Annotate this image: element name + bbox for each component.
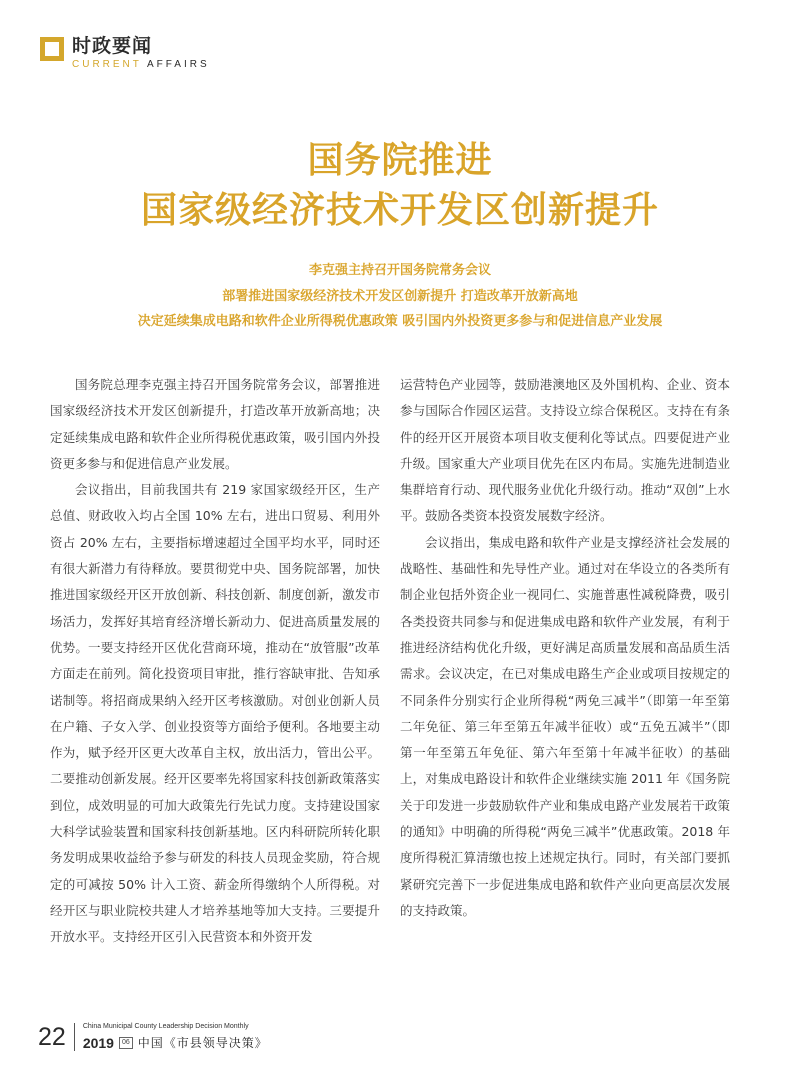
- article-paragraph: 国务院总理李克强主持召开国务院常务会议，部署推进国家级经济技术开发区创新提升，打造改革开放新高地；决定延续集成电路和软件企业所得税优惠政策，吸引国内外投资更多参与和促进信息产业发展。: [50, 377, 380, 471]
- page-footer: [38, 1022, 268, 1051]
- section-square-icon: [40, 37, 64, 61]
- subheadline-1: 李克强主持召开国务院常务会议: [308, 263, 491, 278]
- issue-badge: 06: [119, 1037, 133, 1049]
- footer-issue-line: [83, 1034, 268, 1051]
- headline-line-1: 国务院推进: [307, 140, 493, 181]
- footer-year: 2019: [82, 1034, 114, 1051]
- section-en-current: CURRENT: [72, 59, 142, 70]
- article-column-left: [50, 372, 380, 951]
- section-title: 时政要闻: [72, 35, 153, 57]
- section-labels: [72, 35, 210, 71]
- page-number: 22: [38, 1023, 75, 1051]
- magazine-name-en: China Municipal County Leadership Decision Monthly: [82, 1023, 249, 1030]
- section-header: [40, 35, 210, 71]
- subheadline-2: 部署推进国家级经济技术开发区创新提升 打造改革开放新高地: [222, 289, 578, 304]
- footer-info: [75, 1022, 268, 1051]
- subheadline-3: 决定延续集成电路和软件企业所得税优惠政策 吸引国内外投资更多参与和促进信息产业发展: [137, 314, 663, 329]
- article-paragraph: 会议指出，集成电路和软件产业是支撑经济社会发展的战略性、基础性和先导性产业。通过对在华设立的各类所有制企业包括外资企业一视同仁、实施普惠性减税降费，吸引各类投资共同参与和促进集成电路和软件产业发展，有利于推进经济结构优化升级，更好满足高质量发展和高品质生活需求。会议决定，在已对集成电路生产企业或项目按规定的不同条件分别实行企业所得税“两免三减半”（即第一年至第二年免征、第三年至第五年减半征收）或“五免五减半”（即第一年至第五年免征、第六年至第十年减半征收）的基础上，对集成电路设计和软件企业继续实施 2011 年《国务院关于印发进一步鼓励软件产业和集成电路产业发展若干政策的通知》中明确的所得税“两免三减半”优惠政策。2018 年度所得税汇算清缴也按上述规定执行。同时，有关部门要抓紧研究完善下一步促进集成电路和软件产业向更高层次发展的支持政策。: [400, 534, 730, 918]
- section-subtitle-en: [72, 59, 210, 71]
- article-paragraph-continued: 运营特色产业园等，鼓励港澳地区及外国机构、企业、资本参与国际合作园区运营。支持设立综合保税区。支持在有条件的经开区开展资本项目收支便利化等试点。四要促进产业升级。国家重大产业项目优先在区内布局。实施先进制造业集群培育行动、现代服务业优化升级行动。推动“双创”上水平。鼓励各类资本投资发展数字经济。: [400, 377, 730, 524]
- section-en-affairs: AFFAIRS: [146, 59, 210, 70]
- headline-line-2: 国家级经济技术开发区创新提升: [140, 190, 659, 231]
- article-paragraph: 会议指出，目前我国共有 219 家国家级经开区，生产总值、财政收入均占全国 10% 左右，进出口贸易、利用外资占 20% 左右，主要指标增速超过全国平均水平，同时还有很大新潜力有待释放。要贯彻党中央、国务院部署，加快推进国家级经开区开放创新、科技创新、制度创新，激发市场活力，发挥好其培育经济增长新动力、促进高质量发展的优势。一要支持经开区优化营商环境，推动在“放管服”改革方面走在前列。简化投资项目审批，推行容缺审批、告知承诺制等。将招商成果纳入经开区考核激励。对创业创新人员在户籍、子女入学、创业投资等方面给予便利。各地要主动作为，赋予经开区更大改革自主权，放出活力，管出公平。二要推动创新发展。经开区要率先将国家科技创新政策落实到位，成效明显的可加大政策先行先试力度。支持建设国家大科学试验装置和国家科技创新基地。区内科研院所转化职务发明成果收益给予参与研发的科技人员现金奖励，符合规定的可减按 50% 计入工资、薪金所得缴纳个人所得税。对经开区与职业院校共建人才培养基地等加大支持。三要提升开放水平。支持经开区引入民营资本和外资开发: [50, 482, 380, 945]
- article-column-right: [400, 372, 730, 924]
- magazine-name-cn: 中国《市县领导决策》: [137, 1036, 268, 1050]
